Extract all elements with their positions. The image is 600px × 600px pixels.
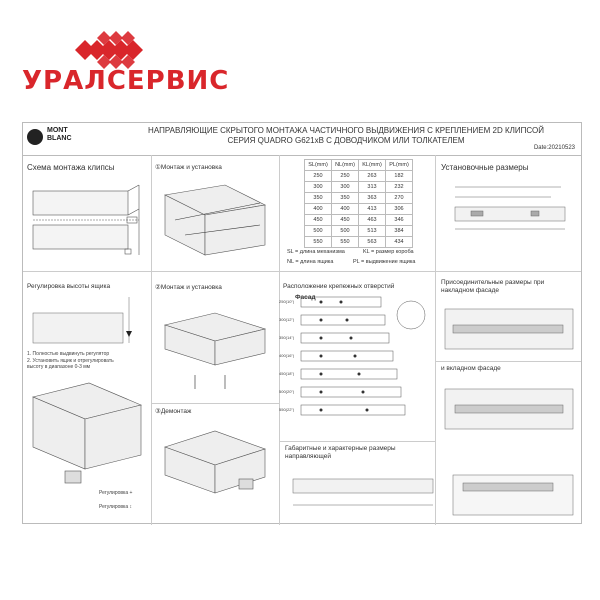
hole-row-label: 350(14") [279, 335, 295, 340]
instruction-line: 2. Установить ящик и отрегулировать [27, 357, 114, 364]
section-install-sizes: Установочные размеры [441, 163, 529, 172]
table-cell: 300 [332, 182, 359, 193]
brand-name: УРАЛСЕРВИС [22, 66, 230, 96]
table-cell: 250 [332, 171, 359, 182]
install-sizes-drawing [441, 181, 577, 241]
logo-text [47, 127, 87, 143]
table-cell: 306 [386, 204, 413, 215]
table-cell: 563 [359, 237, 386, 248]
table-cell: 270 [386, 193, 413, 204]
table-cell: 263 [359, 171, 386, 182]
sheet-date: Date:20210523 [533, 145, 575, 151]
hole-row-label: 400(16") [279, 353, 295, 358]
mount1-drawing [155, 175, 275, 267]
instruction-line: высоту в диапазоне 0-3 мм [27, 364, 91, 370]
table-row [305, 171, 413, 182]
table-row [305, 182, 413, 193]
clip-scheme-drawing [29, 175, 147, 265]
facade-label: Фасад [295, 294, 316, 301]
section-clip-scheme: Схема монтажа клипсы [27, 163, 115, 172]
table-cell: 550 [332, 237, 359, 248]
table-cell: 300 [305, 182, 332, 193]
legend-pl: PL = выдвижение ящика [353, 259, 416, 265]
table-cell: 400 [305, 204, 332, 215]
divider [23, 271, 435, 272]
section-inset: и вкладном фасаде [441, 365, 501, 372]
table-header: NL(mm) [332, 160, 359, 171]
table-cell: 363 [359, 193, 386, 204]
section-mount1: ①Монтаж и установка [155, 164, 222, 171]
hole-row-label: 500(20") [279, 389, 295, 394]
mount2-drawing [155, 295, 275, 399]
title-line1: НАПРАВЛЯЮЩИЕ СКРЫТОГО МОНТАЖА ЧАСТИЧНОГО ВЫДВИЖЕНИЯ С КРЕПЛЕНИЕМ 2D КЛИПСОЙ [148, 126, 544, 135]
table-row [305, 204, 413, 215]
table-cell: 550 [305, 237, 332, 248]
holes-drawing [281, 291, 433, 439]
table-header: PL(mm) [386, 160, 413, 171]
instructions [27, 351, 114, 371]
mont-blanc-logo-icon [27, 129, 43, 145]
legend-sl: SL = длина механизма [287, 249, 345, 255]
divider [435, 271, 581, 272]
section-mount2: ②Монтаж и установка [155, 284, 222, 291]
table-header: SL(mm) [305, 160, 332, 171]
sheet-title [113, 126, 579, 145]
table-cell: 350 [305, 193, 332, 204]
table-cell: 500 [305, 226, 332, 237]
overlay-text: Присоединительные размеры при накладном фасаде [441, 279, 545, 294]
dismount-drawing [155, 417, 275, 521]
table-cell: 434 [386, 237, 413, 248]
logo-line2: BLANC [47, 135, 72, 142]
divider [151, 403, 279, 404]
table-row [305, 226, 413, 237]
brand-header [0, 0, 600, 110]
table-cell: 232 [386, 182, 413, 193]
table-cell: 463 [359, 215, 386, 226]
overlay-drawing [441, 299, 577, 357]
divider [435, 361, 581, 362]
section-overlay [441, 279, 571, 295]
spec-table [304, 159, 413, 248]
brand-logo-icon [75, 30, 155, 70]
section-height-adj: Регулировка высоты ящика [27, 283, 111, 290]
hole-row-label: 300(12") [279, 317, 295, 322]
section-holes: Расположение крепежных отверстий [283, 283, 395, 290]
height-adjust-drawing [29, 293, 147, 349]
table-row [305, 215, 413, 226]
section-overall: Габаритные и характерные размеры направляющей [285, 445, 396, 460]
hole-row-label: 250(10") [279, 299, 295, 304]
section-dismount: ③Демонтаж [155, 408, 192, 415]
hole-row-label: 450(18") [279, 371, 295, 376]
table-cell: 346 [386, 215, 413, 226]
table-row [305, 193, 413, 204]
inset-drawing [441, 379, 577, 435]
table-cell: 450 [305, 215, 332, 226]
legend-kl: KL = размер короба [363, 249, 414, 255]
table-cell: 250 [305, 171, 332, 182]
divider [279, 441, 435, 442]
table-cell: 500 [332, 226, 359, 237]
divider [151, 155, 152, 525]
overall-dims-drawing [283, 465, 579, 521]
legend-nl: NL = длина ящика [287, 259, 334, 265]
adjust-label-1: Регулировка + [99, 490, 133, 496]
title-line2: СЕРИЯ QUADRO G621xB С ДОВОДЧИКОМ ИЛИ ТОЛКАТЕЛЕМ [227, 135, 465, 145]
logo-line1: MONT [47, 127, 68, 134]
table-cell: 182 [386, 171, 413, 182]
instruction-line: 1. Полностью выдвинуть регулятор [27, 351, 110, 357]
table-cell: 350 [332, 193, 359, 204]
table-cell: 413 [359, 204, 386, 215]
table-header-row [305, 160, 413, 171]
table-cell: 313 [359, 182, 386, 193]
adjust-label-2: Регулировка ↕ [99, 504, 133, 510]
table-header: KL(mm) [359, 160, 386, 171]
table-cell: 400 [332, 204, 359, 215]
table-cell: 450 [332, 215, 359, 226]
instruction-sheet [22, 122, 582, 524]
sheet-header [23, 123, 581, 156]
table-row [305, 237, 413, 248]
table-cell: 513 [359, 226, 386, 237]
hole-row-label: 550(22") [279, 407, 295, 412]
table-cell: 384 [386, 226, 413, 237]
